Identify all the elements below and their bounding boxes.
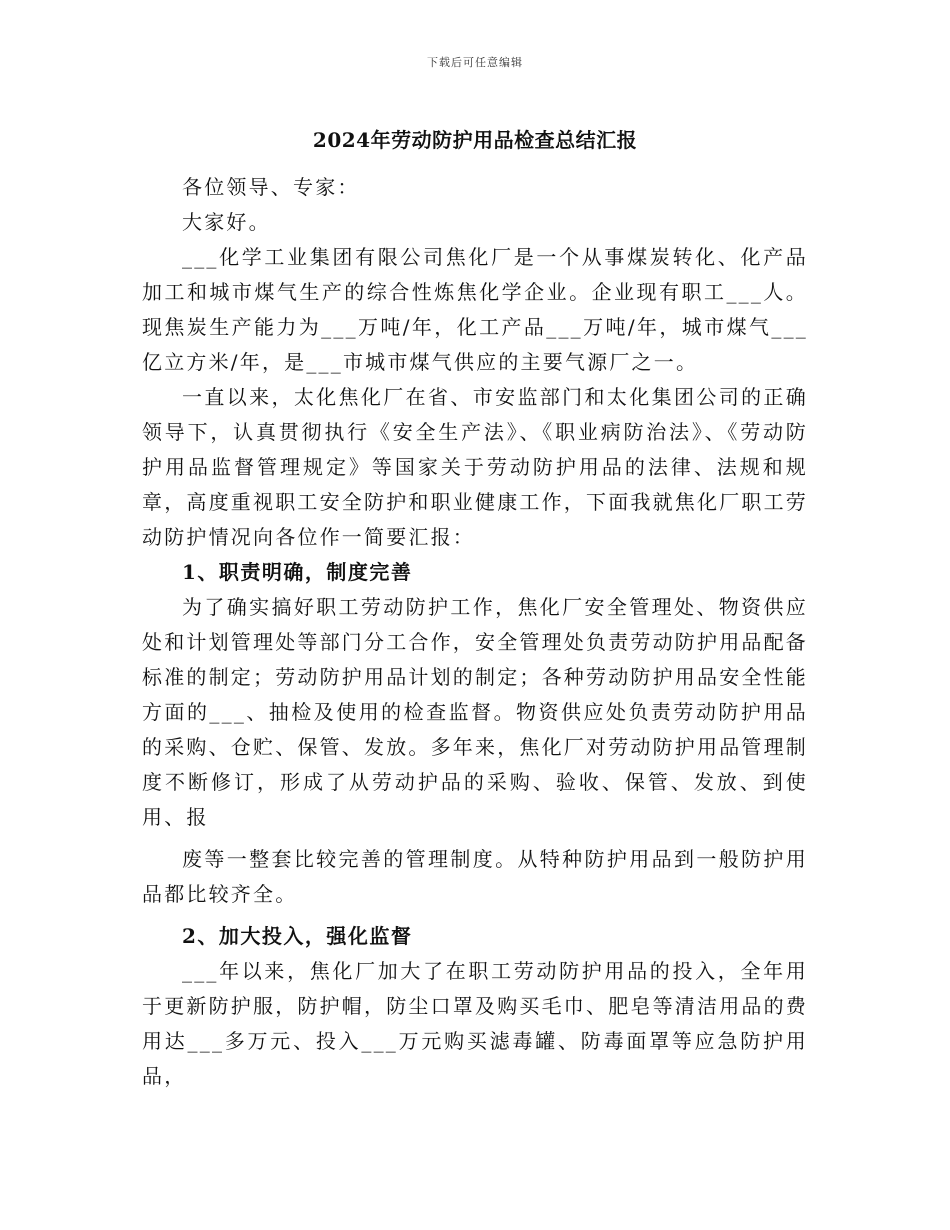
background-paragraph: 一直以来，太化焦化厂在省、市安监部门和太化集团公司的正确领导下，认真贯彻执行《安全生产法》、《职业病防治法》、《劳动防护用品监督管理规定》等国家关于劳动防护用品的法律、法规和规章，高度重视职工安全防护和职业健康工作，下面我就焦化厂职工劳动防护情况向各位作一简要汇报：: [142, 385, 808, 549]
section-2-heading: 2、加大投入，强化监督: [182, 924, 413, 948]
section-1-heading: 1、职责明确，制度完善: [182, 560, 413, 584]
salutation-paragraph: 各位领导、专家：: [182, 175, 360, 199]
page-header-note: 下载后可任意编辑: [427, 56, 523, 69]
greeting-paragraph: 大家好。: [182, 210, 271, 234]
section-1-paragraph-1: 为了确实搞好职工劳动防护工作，焦化厂安全管理处、物资供应处和计划管理处等部门分工合作，安全管理处负责劳动防护用品配备标准的制定；劳动防护用品计划的制定；各种劳动防护用品安全性能方面的___、抽检及使用的检查监督。物资供应处负责劳动防护用品的采购、仓贮、保管、发放。多年来，焦化厂对劳动防护用品管理制度不断修订，形成了从劳动护品的采购、验收、保管、发放、到使用、报: [142, 595, 808, 829]
section-2-paragraph-1: ___年以来，焦化厂加大了在职工劳动防护用品的投入，全年用于更新防护服，防护帽，防尘口罩及购买毛巾、肥皂等清洁用品的费用达___多万元、投入___万元购买滤毒罐、防毒面罩等应急防护用品，: [142, 959, 808, 1088]
document-title: 2024年劳动防护用品检查总结汇报: [312, 128, 638, 152]
intro-paragraph: ___化学工业集团有限公司焦化厂是一个从事煤炭转化、化产品加工和城市煤气生产的综合性炼焦化学企业。企业现有职工___人。现焦炭生产能力为___万吨/年，化工产品___万吨/年，城市煤气___亿立方米/年，是___市城市煤气供应的主要气源厂之一。: [142, 245, 808, 374]
section-1-paragraph-2: 废等一整套比较完善的管理制度。从特种防护用品到一般防护用品都比较齐全。: [142, 847, 808, 906]
document-body: [142, 170, 808, 1094]
